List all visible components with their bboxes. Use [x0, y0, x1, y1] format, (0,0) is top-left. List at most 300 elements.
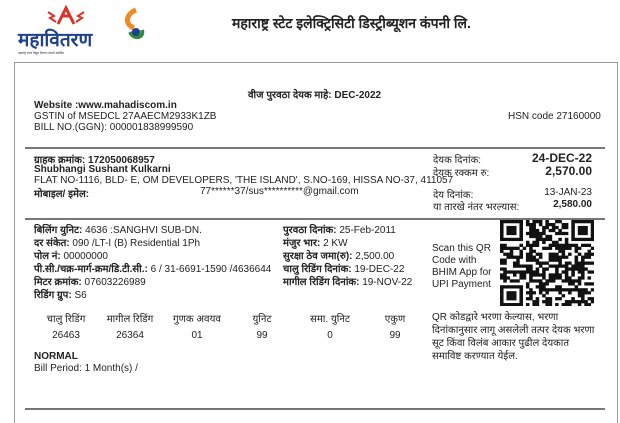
- qr-module: [591, 288, 594, 291]
- qr-module: [503, 270, 507, 273]
- qr-module: [545, 279, 549, 282]
- qr-module: [571, 288, 575, 291]
- qr-module: [500, 229, 504, 232]
- qr-module: [529, 226, 533, 229]
- qr-module: [536, 267, 540, 270]
- bill-amount-label: देयक रक्कम रु:: [433, 168, 490, 179]
- qr-module: [588, 220, 592, 223]
- qr-module: [571, 229, 575, 232]
- due-date: 13-JAN-23: [544, 187, 592, 198]
- qr-module: [516, 247, 520, 250]
- qr-module: [503, 253, 507, 256]
- qr-module: [558, 247, 562, 250]
- qr-module: [545, 262, 549, 265]
- qr-module: [578, 300, 582, 303]
- sanctioned-load: मंजुर भार: 2 KW: [283, 238, 348, 249]
- qr-module: [545, 223, 549, 226]
- meter-number: मिटर क्रमांक: 07603226989: [34, 277, 146, 288]
- qr-module: [500, 285, 504, 288]
- qr-module: [581, 259, 585, 262]
- qr-module: [565, 279, 569, 282]
- qr-module: [581, 288, 585, 291]
- qr-module: [549, 279, 553, 282]
- qr-module: [519, 226, 523, 229]
- qr-module: [588, 256, 592, 259]
- qr-module: [565, 244, 569, 247]
- qr-module: [568, 262, 572, 265]
- qr-module: [558, 256, 562, 259]
- qr-module: [529, 276, 533, 279]
- qr-module: [513, 294, 517, 297]
- qr-module: [529, 244, 533, 247]
- qr-module: [591, 262, 594, 265]
- qr-module: [503, 276, 507, 279]
- qr-module: [591, 297, 594, 300]
- qr-module: [549, 247, 553, 250]
- qr-module: [552, 264, 556, 267]
- qr-module: [552, 244, 556, 247]
- qr-module: [555, 264, 559, 267]
- qr-module: [532, 229, 536, 232]
- security-deposit: सुरक्षा ठेव जमा(रु): 2,500.00: [283, 251, 395, 262]
- qr-module: [558, 250, 562, 253]
- qr-module: [519, 238, 523, 241]
- qr-module: [529, 297, 533, 300]
- qr-module: [584, 232, 588, 235]
- qr-module: [519, 264, 523, 267]
- qr-module: [578, 267, 582, 270]
- qr-module: [532, 250, 536, 253]
- qr-module: [523, 276, 527, 279]
- qr-module: [519, 276, 523, 279]
- qr-module: [549, 297, 553, 300]
- qr-module: [578, 220, 582, 223]
- qr-module: [519, 285, 523, 288]
- qr-module: [591, 232, 594, 235]
- qr-module: [526, 220, 530, 223]
- qr-module: [581, 256, 585, 259]
- qr-module: [588, 270, 592, 273]
- billing-unit: बिलिंग युनिट: 4636 :SANGHVI SUB-DN.: [34, 225, 202, 236]
- qr-module: [510, 220, 514, 223]
- qr-module: [519, 303, 523, 306]
- qr-module: [526, 297, 530, 300]
- qr-module: [500, 288, 504, 291]
- qr-module: [513, 232, 517, 235]
- units: 99: [256, 330, 268, 341]
- qr-module: [542, 300, 546, 303]
- qr-module: [584, 253, 588, 256]
- qr-module: [503, 262, 507, 265]
- contact-value: 77******37/sus**********@gmail.com: [200, 186, 359, 197]
- qr-module: [552, 223, 556, 226]
- qr-module: [500, 238, 504, 241]
- qr-module: [555, 273, 559, 276]
- bill-number: BILL NO.(GGN): 000001838999590: [34, 122, 194, 133]
- qr-module: [581, 270, 585, 273]
- qr-module: [584, 282, 588, 285]
- qr-module: [536, 244, 540, 247]
- qr-module: [529, 288, 533, 291]
- qr-module: [526, 223, 530, 226]
- bill-period: Bill Period: 1 Month(s) /: [34, 363, 138, 374]
- qr-module: [500, 267, 504, 270]
- qr-module: [500, 294, 504, 297]
- qr-module: [568, 300, 572, 303]
- qr-module: [526, 285, 530, 288]
- qr-module: [500, 244, 504, 247]
- qr-module: [532, 223, 536, 226]
- qr-module: [506, 247, 510, 250]
- qr-module: [523, 273, 527, 276]
- qr-module: [549, 256, 553, 259]
- qr-module: [578, 294, 582, 297]
- qr-module: [545, 267, 549, 270]
- qr-module: [562, 244, 566, 247]
- qr-module: [503, 220, 507, 223]
- qr-module: [578, 282, 582, 285]
- qr-module: [565, 264, 569, 267]
- qr-module: [575, 247, 579, 250]
- qr-module: [519, 300, 523, 303]
- qr-module: [506, 270, 510, 273]
- qr-module: [545, 220, 549, 223]
- qr-module: [539, 256, 543, 259]
- qr-module: [558, 264, 562, 267]
- qr-module: [519, 223, 523, 226]
- qr-module: [568, 282, 572, 285]
- qr-module: [552, 276, 556, 279]
- logo: [18, 4, 113, 55]
- qr-module: [565, 303, 569, 306]
- qr-module: [539, 232, 543, 235]
- qr-module: [532, 220, 536, 223]
- qr-module: [529, 264, 533, 267]
- qr-module: [578, 238, 582, 241]
- qr-module: [549, 223, 553, 226]
- qr-module: [529, 223, 533, 226]
- qr-module: [552, 241, 556, 244]
- qr-module: [588, 282, 592, 285]
- qr-module: [506, 220, 510, 223]
- qr-module: [558, 259, 562, 262]
- qr-module: [584, 300, 588, 303]
- qr-module: [542, 247, 546, 250]
- qr-module: [591, 253, 594, 256]
- qr-module: [571, 297, 575, 300]
- qr-module: [581, 297, 585, 300]
- qr-module: [513, 303, 517, 306]
- qr-module: [519, 253, 523, 256]
- qr-module: [581, 262, 585, 265]
- pc-route: पी.सी./चक्र-मार्ग-क्रम/डि.टी.सी.: 6 / 31-6691-1590 /4636644: [34, 264, 272, 275]
- qr-module: [539, 264, 543, 267]
- qr-module: [542, 276, 546, 279]
- qr-module: [578, 232, 582, 235]
- qr-module: [500, 226, 504, 229]
- qr-module: [562, 247, 566, 250]
- qr-module: [536, 220, 540, 223]
- qr-module: [591, 270, 594, 273]
- qr-module: [516, 285, 520, 288]
- qr-module: [565, 267, 569, 270]
- qr-module: [584, 226, 588, 229]
- qr-module: [562, 288, 566, 291]
- qr-module: [578, 291, 582, 294]
- qr-module: [500, 247, 504, 250]
- qr-module: [529, 279, 533, 282]
- qr-module: [588, 303, 592, 306]
- qr-module: [555, 276, 559, 279]
- qr-module: [532, 244, 536, 247]
- bill-month: वीज पुरवठा देयक माहे: DEC-2022: [248, 90, 382, 101]
- bill-date: 24-DEC-22: [531, 151, 592, 165]
- qr-module: [545, 300, 549, 303]
- qr-module: [545, 247, 549, 250]
- qr-module: [506, 303, 510, 306]
- qr-module: [513, 291, 517, 294]
- qr-module: [568, 267, 572, 270]
- header-adjusted-units: समा. युनिट: [310, 314, 350, 325]
- qr-module: [578, 276, 582, 279]
- qr-module: [562, 303, 566, 306]
- qr-module: [591, 247, 594, 250]
- qr-payment-note: QR कोडद्वारे भरणा केल्यास, भरणा दिनांकानुसार लागू असलेली तत्पर देयक भरणा सूट किंवा विलंब आकार पुढील देयकात समाविष्ट करण्यात येईल.: [432, 312, 595, 362]
- qr-module: [539, 273, 543, 276]
- qr-module: [510, 297, 514, 300]
- qr-module: [539, 238, 543, 241]
- qr-module: [529, 270, 533, 273]
- qr-module: [516, 270, 520, 273]
- gstin: GSTIN of MSEDCL 27AAECM2933K1ZB: [34, 111, 217, 122]
- qr-module: [529, 259, 533, 262]
- qr-module: [516, 220, 520, 223]
- qr-module: [562, 256, 566, 259]
- qr-module: [571, 238, 575, 241]
- qr-module: [578, 270, 582, 273]
- qr-module: [584, 291, 588, 294]
- qr-module: [513, 273, 517, 276]
- qr-module: [581, 220, 585, 223]
- qr-module: [571, 220, 575, 223]
- qr-module: [588, 250, 592, 253]
- qr-module: [500, 276, 504, 279]
- qr-module: [555, 267, 559, 270]
- qr-module: [568, 276, 572, 279]
- qr-module: [568, 288, 572, 291]
- qr-module: [506, 285, 510, 288]
- qr-module: [529, 235, 533, 238]
- qr-module: [506, 291, 510, 294]
- qr-module: [526, 291, 530, 294]
- qr-module: [575, 220, 579, 223]
- qr-module: [575, 250, 579, 253]
- qr-module: [565, 223, 569, 226]
- qr-module: [536, 300, 540, 303]
- qr-module: [571, 223, 575, 226]
- qr-module: [510, 232, 514, 235]
- qr-module: [571, 235, 575, 238]
- qr-module: [565, 273, 569, 276]
- qr-module: [503, 279, 507, 282]
- qr-module: [510, 279, 514, 282]
- qr-module: [545, 297, 549, 300]
- qr-module: [513, 262, 517, 265]
- qr-module: [581, 232, 585, 235]
- qr-module: [581, 300, 585, 303]
- qr-module: [510, 238, 514, 241]
- qr-module: [526, 256, 530, 259]
- qr-module: [558, 220, 562, 223]
- qr-module: [545, 282, 549, 285]
- qr-module: [571, 264, 575, 267]
- readings-header: [0, 311, 430, 323]
- qr-module: [565, 226, 569, 229]
- qr-module: [565, 262, 569, 265]
- qr-module: [575, 267, 579, 270]
- qr-module: [503, 259, 507, 262]
- qr-module: [532, 300, 536, 303]
- qr-module: [578, 279, 582, 282]
- qr-module: [552, 226, 556, 229]
- qr-module: [578, 262, 582, 265]
- qr-module: [513, 229, 517, 232]
- qr-module: [555, 259, 559, 262]
- qr-module: [545, 291, 549, 294]
- qr-module: [591, 229, 594, 232]
- qr-module: [519, 229, 523, 232]
- customer-name: Shubhangi Sushant Kulkarni: [34, 164, 171, 175]
- qr-module: [523, 270, 527, 273]
- hsn-code: HSN code 27160000: [508, 111, 601, 122]
- qr-module: [519, 232, 523, 235]
- qr-module: [558, 232, 562, 235]
- qr-module: [549, 259, 553, 262]
- qr-module: [539, 285, 543, 288]
- qr-module: [542, 226, 546, 229]
- qr-module: [510, 226, 514, 229]
- qr-module: [565, 256, 569, 259]
- qr-module: [571, 270, 575, 273]
- qr-module: [575, 256, 579, 259]
- qr-module: [539, 291, 543, 294]
- qr-module: [575, 285, 579, 288]
- qr-module: [558, 229, 562, 232]
- qr-module: [513, 238, 517, 241]
- qr-module: [575, 279, 579, 282]
- tower-logo-icon: [18, 4, 113, 26]
- qr-module: [542, 229, 546, 232]
- qr-module: [526, 244, 530, 247]
- qr-module: [526, 303, 530, 306]
- current-reading-date: चालु रिडिंग दिनांक: 19-DEC-22: [283, 264, 405, 275]
- qr-module: [578, 253, 582, 256]
- qr-module: [575, 262, 579, 265]
- qr-module: [529, 229, 533, 232]
- late-amount-label: या तारखे नंतर भरल्यास:: [433, 202, 520, 213]
- qr-module: [529, 273, 533, 276]
- qr-module: [584, 238, 588, 241]
- qr-module: [591, 220, 594, 223]
- qr-module: [503, 267, 507, 270]
- qr-module: [516, 264, 520, 267]
- qr-module: [575, 259, 579, 262]
- header-total: एकुण: [384, 314, 406, 325]
- qr-module: [526, 241, 530, 244]
- qr-module: [513, 247, 517, 250]
- qr-module: [542, 273, 546, 276]
- qr-module: [503, 244, 507, 247]
- qr-module: [584, 262, 588, 265]
- qr-module: [523, 247, 527, 250]
- qr-module: [500, 297, 504, 300]
- qr-module: [565, 276, 569, 279]
- qr-module: [532, 241, 536, 244]
- readings-row: [0, 330, 430, 342]
- qr-module: [513, 264, 517, 267]
- qr-module: [552, 253, 556, 256]
- qr-module: [539, 282, 543, 285]
- qr-module: [519, 235, 523, 238]
- adjusted-units: 0: [327, 330, 333, 341]
- company-name: महाराष्ट्र स्टेट इलेक्ट्रिसिटी डिस्ट्रीब्यूशन कंपनी लि.: [232, 15, 471, 31]
- qr-module: [545, 235, 549, 238]
- qr-module: [555, 256, 559, 259]
- qr-module: [552, 288, 556, 291]
- qr-module: [571, 279, 575, 282]
- qr-module: [578, 264, 582, 267]
- qr-module: [516, 238, 520, 241]
- qr-module: [565, 288, 569, 291]
- qr-module: [532, 291, 536, 294]
- qr-module: [565, 241, 569, 244]
- due-date-label: देय दिनांक:: [433, 190, 474, 201]
- qr-module: [519, 250, 523, 253]
- current-reading: 26463: [52, 330, 80, 341]
- bill-amount: 2,570.00: [545, 164, 592, 178]
- qr-module: [536, 232, 540, 235]
- qr-module: [529, 294, 533, 297]
- qr-module: [591, 300, 594, 303]
- qr-module: [565, 247, 569, 250]
- qr-module: [539, 262, 543, 265]
- qr-module: [500, 291, 504, 294]
- qr-module: [532, 303, 536, 306]
- qr-module: [565, 270, 569, 273]
- qr-module: [571, 267, 575, 270]
- qr-module: [558, 244, 562, 247]
- qr-module: [552, 279, 556, 282]
- qr-module: [549, 235, 553, 238]
- website: Website :www.mahadiscom.in: [34, 100, 177, 111]
- qr-module: [526, 270, 530, 273]
- qr-module: [503, 238, 507, 241]
- qr-module: [558, 297, 562, 300]
- qr-module: [575, 264, 579, 267]
- qr-module: [581, 273, 585, 276]
- customer-address: FLAT NO-1116, BLD- E, OM DEVELOPERS, 'THE ISLAND', S.NO-169, HISSA NO-37, 411057: [34, 175, 454, 186]
- qr-module: [500, 220, 504, 223]
- divider: [25, 147, 605, 149]
- qr-module: [558, 285, 562, 288]
- qr-module: [500, 259, 504, 262]
- upi-qr-code[interactable]: [500, 220, 594, 306]
- qr-module: [578, 303, 582, 306]
- qr-module: [581, 244, 585, 247]
- qr-module: [513, 256, 517, 259]
- qr-module: [591, 282, 594, 285]
- qr-module: [506, 238, 510, 241]
